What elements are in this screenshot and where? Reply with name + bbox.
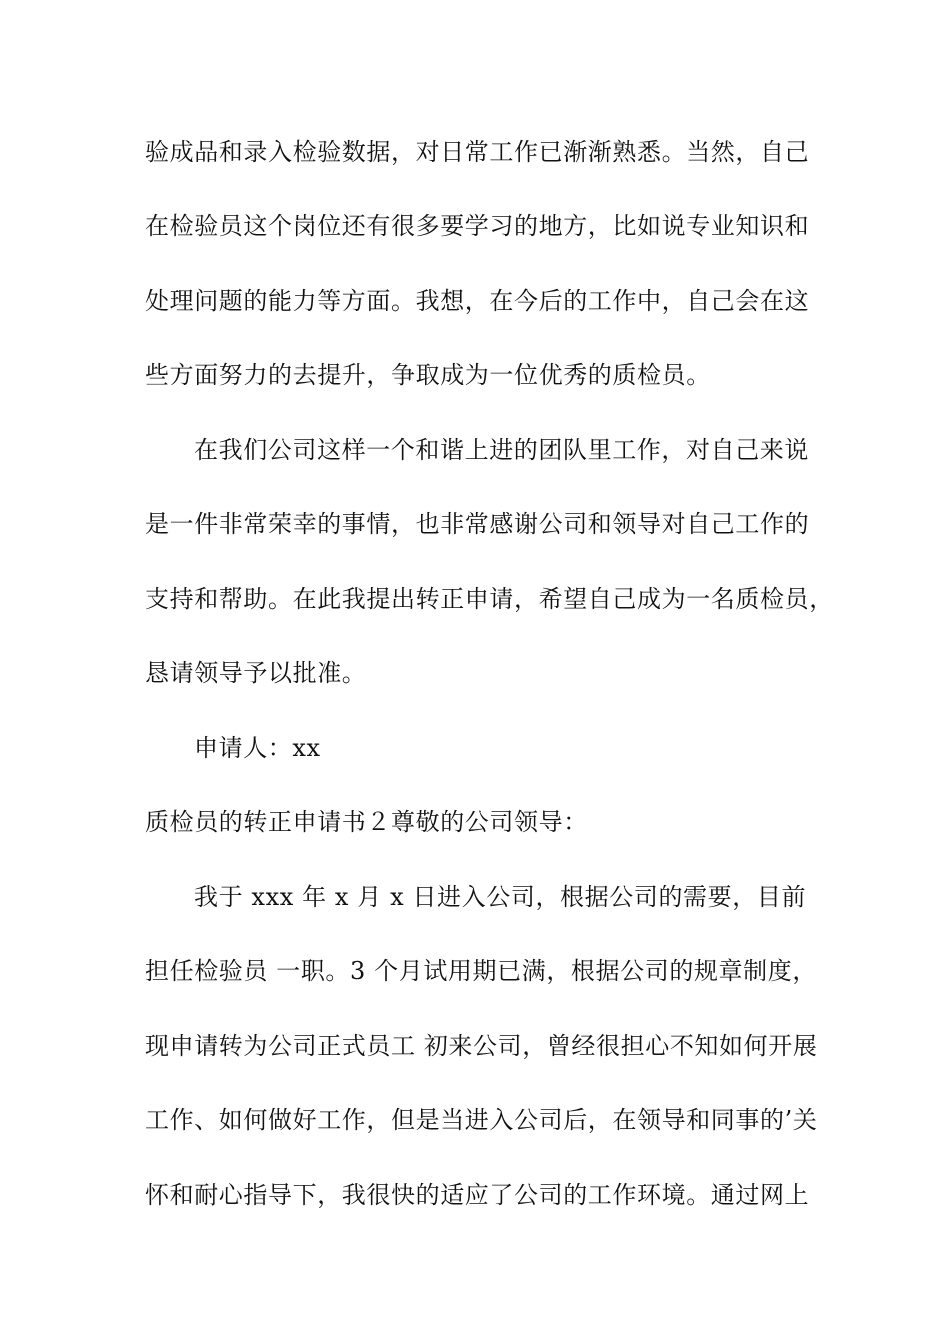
paragraph-line: 在我们公司这样一个和谐上进的团队里工作，对自己来说 (194, 436, 809, 464)
section-heading: 质检员的转正申请书２尊敬的公司领导： (145, 808, 588, 836)
paragraph-line: 在检验员这个岗位还有很多要学习的地方，比如说专业知识和 (145, 212, 810, 240)
applicant-line: 申请人：xx (194, 734, 321, 762)
paragraph-line: 恳请领导予以批准。 (145, 659, 367, 687)
paragraph-line: 工作、如何做好工作，但是当进入公司后，在领导和同事的’关 (145, 1106, 818, 1134)
paragraph-line: 我于 xxx 年 x 月 x 日进入公司，根据公司的需要，目前 (194, 883, 807, 911)
paragraph-line: 担任检验员 一职。3 个月试用期已满，根据公司的规章制度， (145, 957, 817, 985)
paragraph-line: 些方面努力的去提升，争取成为一位优秀的质检员。 (145, 361, 711, 389)
paragraph-line: 现申请转为公司正式员工 初来公司，曾经很担心不知如何开展 (145, 1032, 818, 1060)
paragraph-line: 是一件非常荣幸的事情，也非常感谢公司和领导对自己工作的 (145, 510, 810, 538)
paragraph-line: 验成品和录入检验数据，对日常工作已渐渐熟悉。当然，自己 (145, 138, 810, 166)
paragraph-line: 支持和帮助。在此我提出转正申请，希望自己成为一名质检员， (145, 585, 834, 613)
paragraph-line: 怀和耐心指导下，我很快的适应了公司的工作环境。通过网上 (145, 1181, 810, 1209)
paragraph-line: 处理问题的能力等方面。我想，在今后的工作中，自己会在这 (145, 287, 810, 315)
